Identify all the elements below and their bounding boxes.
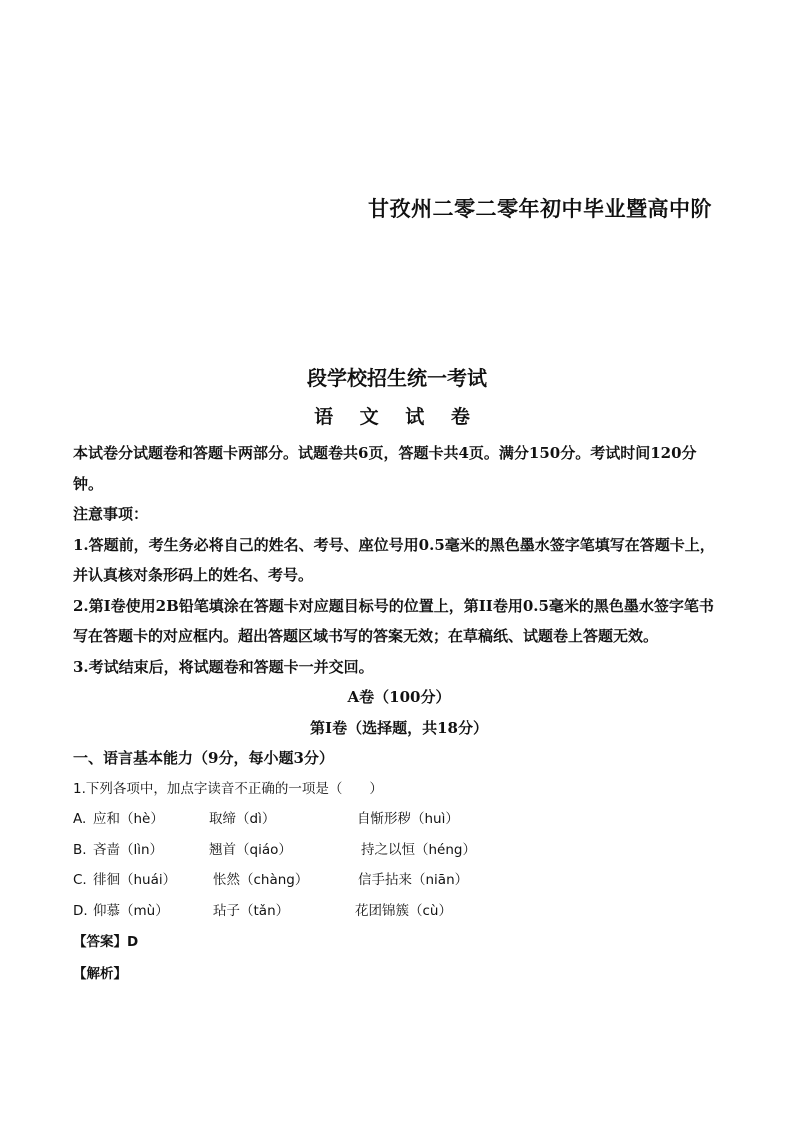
notes-heading: 注意事项： (73, 505, 149, 523)
option-item: 仰慕（mù） (93, 902, 169, 919)
note-item-2: 2.第Ⅰ卷使用2B铅笔填涂在答题卡对应题目标号的位置上，第II卷用0.5毫米的黑色墨水签字笔书写在答题卡的对应框内。超出答题区域书写的答案无效；在草稿纸、试题卷上答题无效。 (73, 596, 714, 645)
document-body (73, 438, 725, 989)
section-1-heading: 一、语言基本能力（9分，每小题3分） (73, 749, 334, 767)
option-item: 玷子（tǎn） (213, 902, 290, 919)
answer-line (73, 926, 725, 958)
option-item: 花团锦簇（cù） (355, 902, 452, 919)
part-1-heading: 第Ⅰ卷（选择题，共18分） (310, 718, 488, 737)
option-label: B. (73, 841, 87, 858)
answer-tag: 【答案】 (73, 934, 127, 950)
note-item-1: 1.答题前，考生务必将自己的姓名、考号、座位号用0.5毫米的黑色墨水签字笔填写在答题卡上，并认真核对条形码上的姓名、考号。 (73, 535, 715, 584)
option-item: 持之以恒（héng） (361, 841, 476, 858)
part-a-heading: A卷（100分） (347, 688, 451, 706)
option-b (73, 835, 725, 866)
option-item: 翘首（qiáo） (209, 841, 292, 858)
option-item: 信手拈来（niān） (358, 872, 469, 888)
option-item: 取缔（dì） (209, 811, 276, 827)
note-item-3: 3.考试结束后，将试题卷和答题卡一并交回。 (73, 657, 374, 676)
question-stem: 1.下列各项中，加点字读音不正确的一项是（ ） (73, 780, 383, 797)
option-item: 应和（hè） (93, 811, 164, 827)
option-label: D. (73, 902, 88, 919)
analysis-tag: 【解析】 (73, 965, 127, 982)
option-a (73, 804, 725, 835)
option-label: C. (73, 872, 87, 888)
option-item: 吝啬（lìn） (93, 841, 164, 858)
option-d (73, 896, 725, 927)
exam-title-line1: 甘孜州二零二零年初中毕业暨高中阶 (368, 196, 712, 221)
subject-title: 语 文 试 卷 (314, 406, 480, 428)
exam-title-line2: 段学校招生统一考试 (307, 366, 487, 390)
option-c (73, 865, 725, 896)
option-item: 自惭形秽（huì） (357, 811, 459, 827)
option-label: A. (73, 811, 87, 827)
analysis-line (73, 958, 725, 990)
option-item: 徘徊（huái） (93, 872, 177, 888)
option-item: 怅然（chàng） (213, 872, 309, 888)
answer-value: D (127, 934, 139, 950)
intro-paragraph: 本试卷分试题卷和答题卡两部分。试题卷共6页，答题卡共4页。满分150分。考试时间120分钟。 (73, 444, 697, 493)
